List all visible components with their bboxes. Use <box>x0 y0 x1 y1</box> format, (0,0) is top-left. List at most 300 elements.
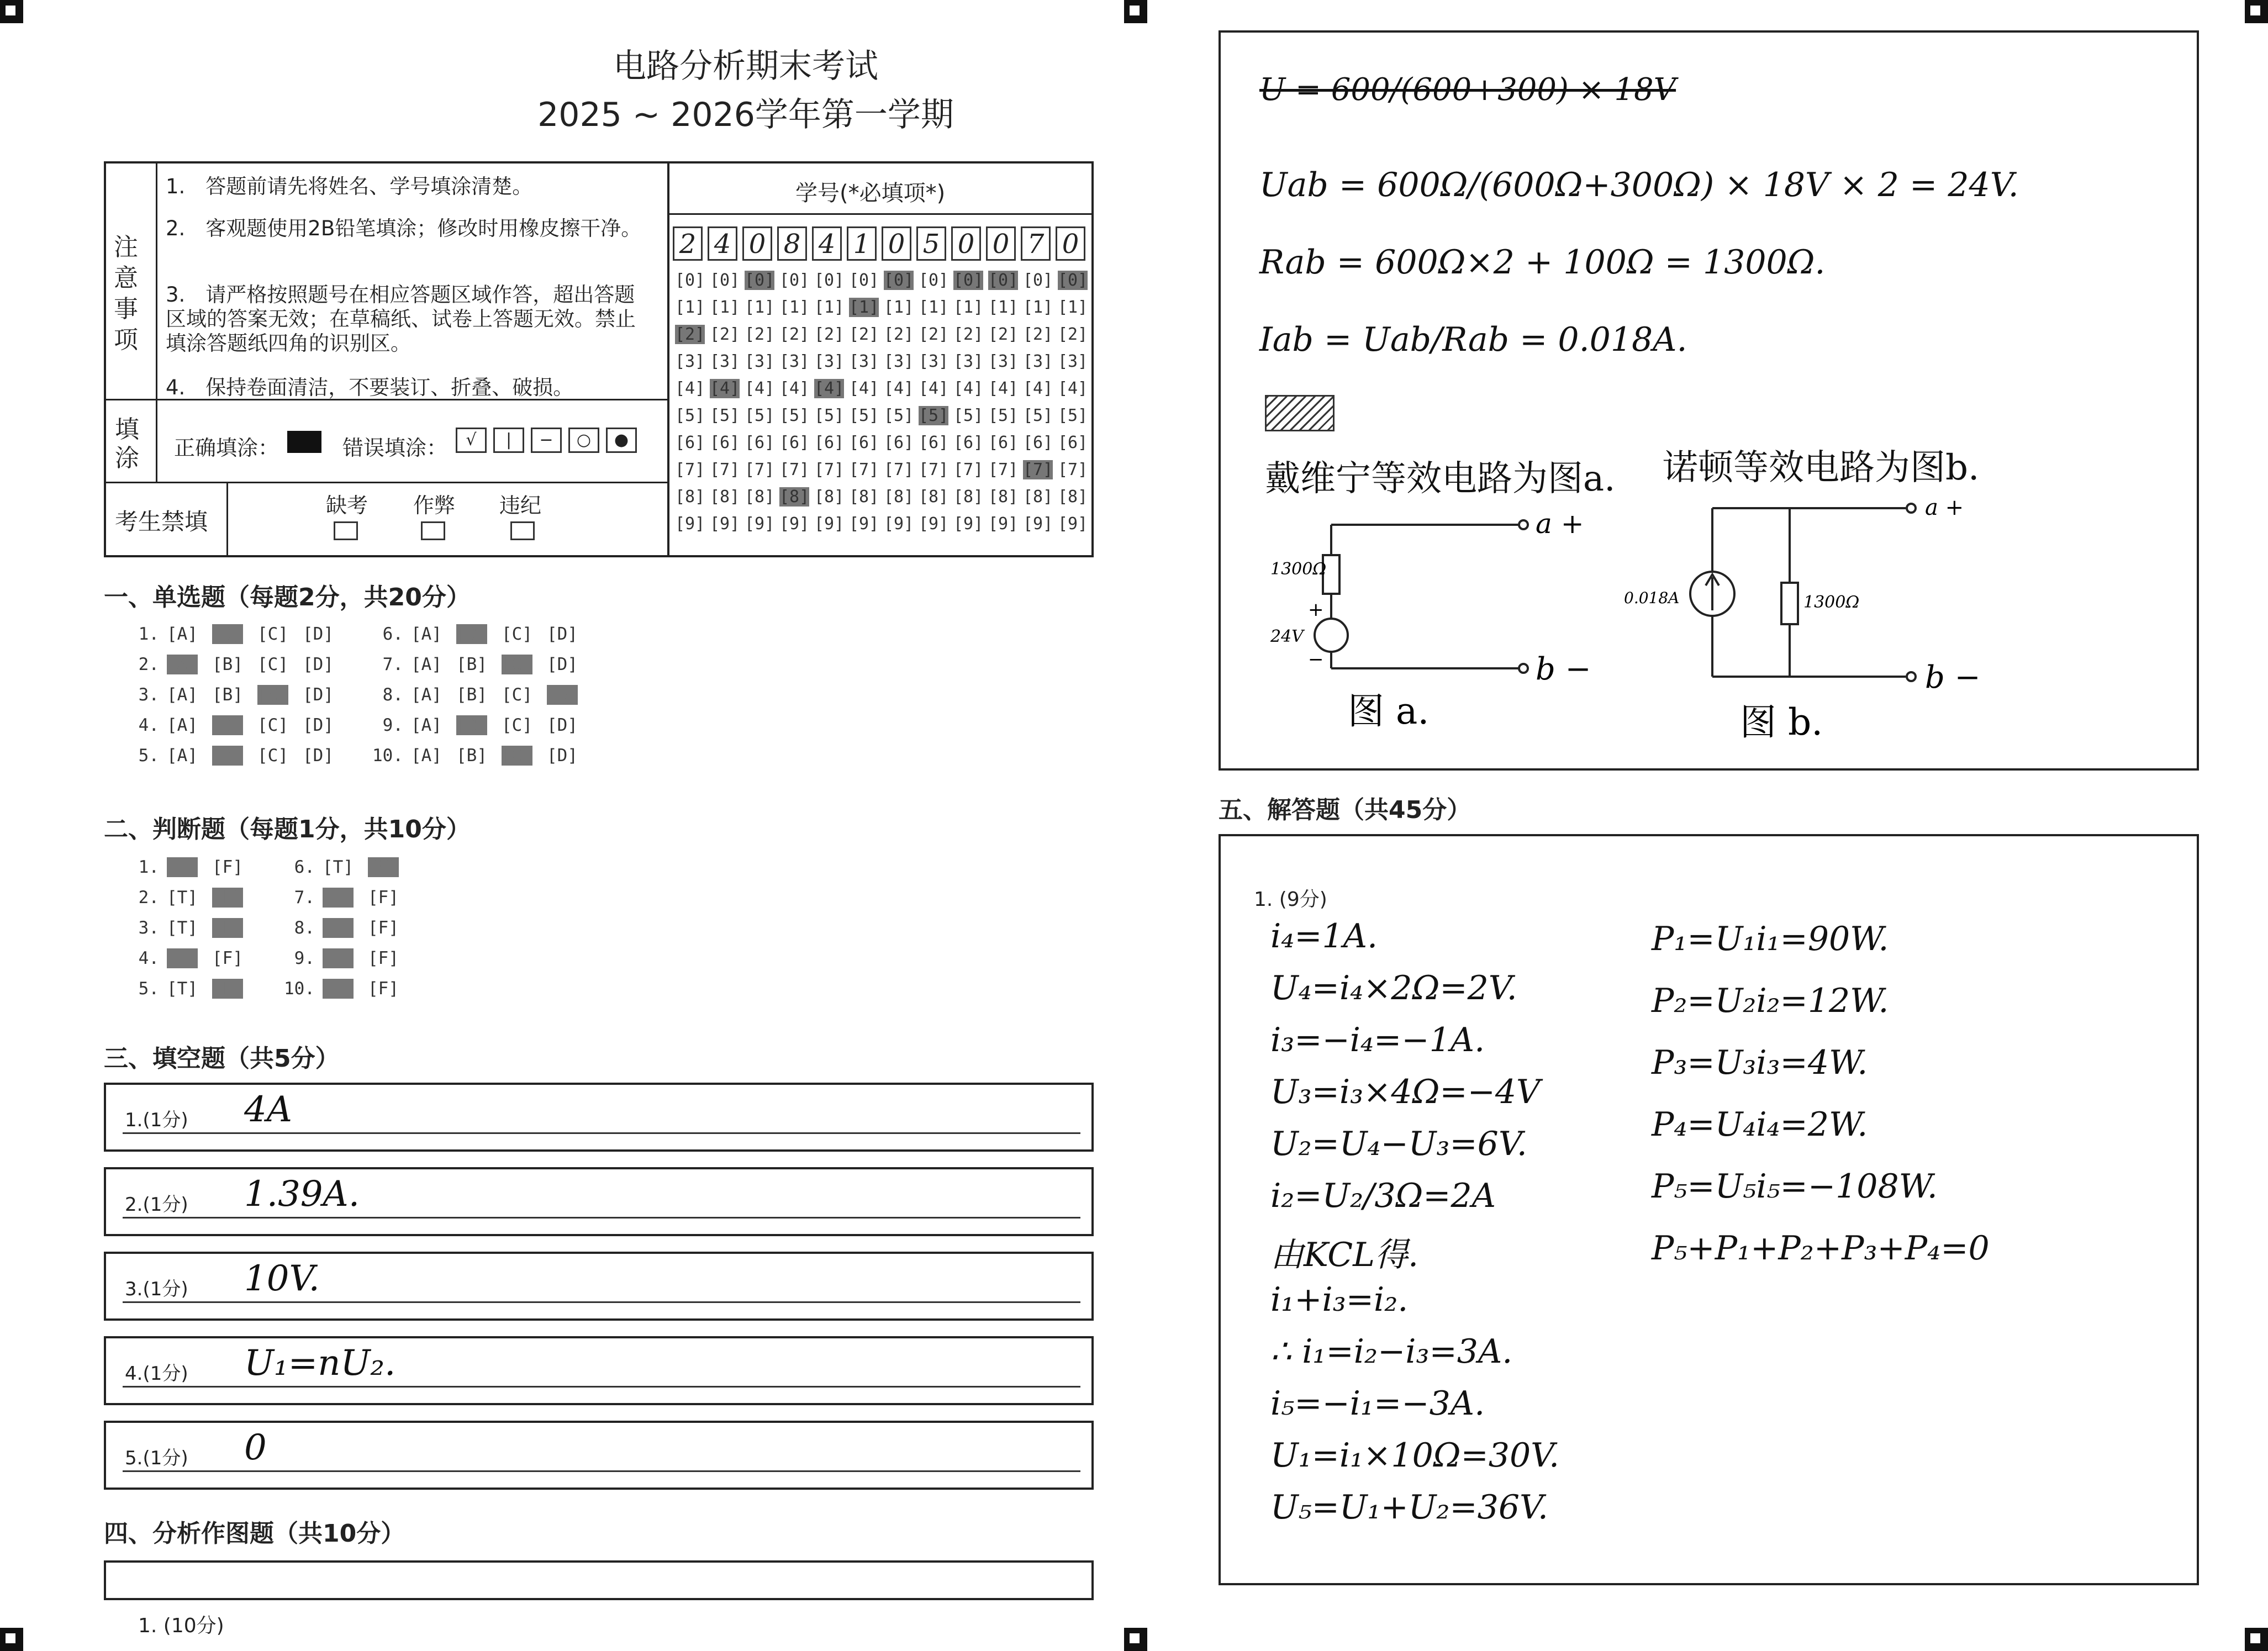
id-bubble[interactable]: [8] <box>1058 487 1088 507</box>
scribble <box>1265 395 1335 431</box>
work-line-4: Iab = Uab/Rab = 0.018A. <box>1259 320 1687 359</box>
terminal-b-a-label: a + <box>1925 495 1964 520</box>
notice-label: 注意事项 <box>114 233 138 354</box>
section3-title: 三、填空题（共5分） <box>104 1045 340 1073</box>
id-bubble[interactable]: [1] <box>675 298 705 317</box>
corner-marker-top-center <box>1124 0 1147 23</box>
id-bubble[interactable]: [3] <box>1058 352 1088 371</box>
judge-bubble[interactable]: [T] <box>167 979 198 999</box>
id-bubble[interactable]: [9] <box>814 514 845 534</box>
resistor-b-label: 1300Ω <box>1803 593 1860 612</box>
resistor-b <box>1781 583 1798 624</box>
judge-bubble[interactable]: [F] <box>368 918 399 938</box>
id-bubble[interactable]: [5] <box>919 406 949 425</box>
choice-bubble[interactable]: [D] <box>547 715 578 735</box>
choice-bubble[interactable]: [A] <box>411 624 442 644</box>
section4-title: 四、分析作图题（共10分） <box>104 1520 405 1548</box>
exam-title: 电路分析期末考试 <box>613 47 878 86</box>
power-line: P₅+P₁+P₂+P₃+P₄=0 <box>1652 1229 1990 1268</box>
id-bubble[interactable]: [5] <box>1058 406 1088 425</box>
id-bubble[interactable]: [6] <box>1058 433 1088 452</box>
id-bubble[interactable]: [8] <box>675 487 705 507</box>
id-bubble[interactable]: [9] <box>745 514 775 534</box>
choice-bubble[interactable]: [B] <box>212 746 243 766</box>
section1-title: 一、单选题（每题2分，共20分） <box>104 583 471 611</box>
id-bubble[interactable]: [9] <box>884 514 914 534</box>
student-id-digit: 0 <box>951 226 981 261</box>
choice-bubble[interactable]: [A] <box>411 655 442 674</box>
id-bubble[interactable]: [2] <box>675 325 705 344</box>
thevenin-label: 戴维宁等效电路为图a. <box>1265 458 1616 499</box>
terminal-b-b <box>1907 672 1916 681</box>
id-bubble[interactable]: [1] <box>710 298 740 317</box>
choice-bubble[interactable]: [C] <box>257 715 288 735</box>
id-bubble[interactable]: [0] <box>710 271 740 290</box>
fill-blank-answer: 4A <box>244 1089 292 1130</box>
fill-blank-answer: 10V. <box>244 1258 320 1299</box>
id-bubble[interactable]: [4] <box>919 379 949 398</box>
choice-bubble[interactable]: [B] <box>456 685 487 705</box>
id-bubble[interactable]: [1] <box>849 298 879 317</box>
id-bubble[interactable]: [7] <box>919 460 949 479</box>
question-number: 2. <box>138 888 159 908</box>
id-bubble[interactable]: [6] <box>745 433 775 452</box>
id-bubble[interactable]: [4] <box>779 379 810 398</box>
id-bubble[interactable]: [5] <box>745 406 775 425</box>
choice-bubble[interactable]: [C] <box>257 685 288 705</box>
notice-item-4: 4. 保持卷面清洁，不要装订、折叠、破损。 <box>166 376 574 399</box>
id-bubble[interactable]: [9] <box>1058 514 1088 534</box>
id-bubble[interactable]: [7] <box>849 460 879 479</box>
choice-bubble[interactable]: [A] <box>167 746 198 766</box>
terminal-b-a <box>1907 504 1916 513</box>
student-id-digit: 2 <box>673 226 703 261</box>
notice-item-1: 1. 答题前请先将姓名、学号填涂清楚。 <box>166 175 533 198</box>
question-number: 5. <box>138 746 159 766</box>
section2-title: 二、判断题（每题1分，共10分） <box>104 815 471 843</box>
id-bubble[interactable]: [2] <box>814 325 845 344</box>
id-bubble[interactable]: [6] <box>675 433 705 452</box>
id-bubble[interactable]: [6] <box>710 433 740 452</box>
id-bubble[interactable]: [8] <box>814 487 845 507</box>
judge-bubble[interactable]: [T] <box>323 857 354 877</box>
id-bubble[interactable]: [4] <box>675 379 705 398</box>
id-bubble[interactable]: [8] <box>849 487 879 507</box>
judge-bubble[interactable]: [T] <box>323 948 354 968</box>
solution-line: U₅=U₁+U₂=36V. <box>1270 1488 1548 1527</box>
absent-checkbox[interactable] <box>334 521 358 540</box>
id-bubble[interactable]: [4] <box>988 379 1019 398</box>
id-bubble[interactable]: [9] <box>675 514 705 534</box>
choice-bubble[interactable]: [A] <box>167 715 198 735</box>
judge-bubble[interactable]: [F] <box>368 888 399 908</box>
id-bubble[interactable]: [5] <box>884 406 914 425</box>
question-number: 5. <box>138 979 159 999</box>
id-bubble[interactable]: [7] <box>884 460 914 479</box>
norton-label: 诺顿等效电路为图b. <box>1663 447 1980 488</box>
id-bubble[interactable]: [0] <box>745 271 775 290</box>
id-bubble[interactable]: [2] <box>779 325 810 344</box>
power-line: P₂=U₂i₂=12W. <box>1652 982 1889 1020</box>
id-bubble[interactable]: [8] <box>919 487 949 507</box>
fill-blank-line <box>123 1301 1080 1303</box>
fill-blank-label: 4.(1分) <box>125 1363 188 1385</box>
question-number: 9. <box>294 948 315 968</box>
choice-bubble[interactable]: [A] <box>167 685 198 705</box>
question-number: 1. <box>138 624 159 644</box>
id-bubble[interactable]: [2] <box>1058 325 1088 344</box>
judge-bubble[interactable]: [F] <box>368 979 399 999</box>
id-bubble[interactable]: [4] <box>1023 379 1053 398</box>
id-bubble[interactable]: [1] <box>814 298 845 317</box>
id-bubble[interactable]: [0] <box>1058 271 1088 290</box>
question-number: 7. <box>382 655 403 674</box>
terminal-b-label: b − <box>1536 651 1591 687</box>
id-bubble[interactable]: [2] <box>1023 325 1053 344</box>
choice-bubble[interactable]: [D] <box>547 624 578 644</box>
id-bubble[interactable]: [0] <box>919 271 949 290</box>
choice-bubble[interactable]: [A] <box>167 655 198 674</box>
judge-bubble[interactable]: [F] <box>212 918 243 938</box>
source-a-minus: − <box>1308 648 1324 671</box>
fill-blank-box[interactable] <box>104 1083 1094 1152</box>
choice-bubble[interactable]: [D] <box>303 715 334 735</box>
id-bubble[interactable]: [3] <box>919 352 949 371</box>
id-bubble[interactable]: [7] <box>745 460 775 479</box>
id-bubble[interactable]: [4] <box>849 379 879 398</box>
id-bubble[interactable]: [2] <box>919 325 949 344</box>
fill-blank-label: 5.(1分) <box>125 1447 188 1469</box>
id-bubble[interactable]: [4] <box>710 379 740 398</box>
violation-checkbox[interactable] <box>510 521 535 540</box>
id-bubble[interactable]: [2] <box>849 325 879 344</box>
notice-divider-2 <box>104 482 668 483</box>
id-bubble[interactable]: [9] <box>779 514 810 534</box>
choice-bubble[interactable]: [B] <box>456 715 487 735</box>
student-id-digit: 5 <box>916 226 946 261</box>
fill-blank-answer: U₁=nU₂. <box>244 1343 396 1384</box>
id-bubble[interactable]: [3] <box>884 352 914 371</box>
id-bubble[interactable]: [5] <box>849 406 879 425</box>
id-bubble[interactable]: [6] <box>849 433 879 452</box>
id-bubble[interactable]: [6] <box>1023 433 1053 452</box>
fill-blank-line <box>123 1386 1080 1388</box>
judge-bubble[interactable]: [T] <box>323 918 354 938</box>
notice-item-2: 2. 客观题使用2B铅笔填涂；修改时用橡皮擦干净。 <box>166 217 642 240</box>
corner-marker-bottom-left <box>0 1628 23 1651</box>
circuit-a <box>1259 497 1618 751</box>
id-bubble[interactable]: [2] <box>953 325 984 344</box>
question-number: 4. <box>138 948 159 968</box>
work-line-2: Uab = 600Ω/(600Ω+300Ω) × 18V × 2 = 24V. <box>1259 166 2019 204</box>
student-id-digit: 7 <box>1021 226 1051 261</box>
solution-line: i₁+i₃=i₂. <box>1270 1280 1409 1319</box>
id-bubble[interactable]: [9] <box>849 514 879 534</box>
id-bubble[interactable]: [0] <box>884 271 914 290</box>
choice-bubble[interactable]: [D] <box>303 746 334 766</box>
choice-bubble[interactable]: [D] <box>547 746 578 766</box>
judge-bubble[interactable]: [T] <box>323 888 354 908</box>
terminal-a-label: a + <box>1536 508 1584 540</box>
figure-b-caption: 图 b. <box>1740 701 1823 743</box>
choice-bubble[interactable]: [A] <box>411 685 442 705</box>
choice-bubble[interactable]: [C] <box>502 624 532 644</box>
id-bubble[interactable]: [5] <box>953 406 984 425</box>
correct-fill-label: 正确填涂： <box>174 436 279 460</box>
id-bubble[interactable]: [5] <box>779 406 810 425</box>
judge-bubble[interactable]: [F] <box>212 857 243 877</box>
choice-bubble[interactable]: [D] <box>303 655 334 674</box>
id-bubble[interactable]: [2] <box>710 325 740 344</box>
wrong-fill-label: 错误填涂： <box>342 436 448 460</box>
id-bubble[interactable]: [2] <box>884 325 914 344</box>
question-number: 8. <box>382 685 403 705</box>
violation-label: 违纪 <box>499 493 542 518</box>
id-bubble[interactable]: [3] <box>675 352 705 371</box>
judge-bubble[interactable]: [F] <box>212 948 243 968</box>
notice-label-divider <box>156 161 157 399</box>
choice-bubble[interactable]: [B] <box>212 685 243 705</box>
question-number: 3. <box>138 918 159 938</box>
wrong-sample-2: | <box>493 428 524 453</box>
id-bubble[interactable]: [0] <box>1023 271 1053 290</box>
choice-bubble[interactable]: [C] <box>257 624 288 644</box>
id-bubble[interactable]: [3] <box>953 352 984 371</box>
choice-bubble[interactable]: [C] <box>257 655 288 674</box>
solution-line: i₅=−i₁=−3A. <box>1270 1384 1485 1423</box>
section5-q1-label: 1. (9分) <box>1254 888 1327 911</box>
id-bubble[interactable]: [9] <box>1023 514 1053 534</box>
fill-blank-label: 1.(1分) <box>125 1109 188 1131</box>
choice-bubble[interactable]: [C] <box>502 685 532 705</box>
choice-bubble[interactable]: [B] <box>212 655 243 674</box>
question-number: 7. <box>294 888 315 908</box>
voltage-source-a <box>1315 619 1348 652</box>
id-bubble[interactable]: [6] <box>953 433 984 452</box>
fill-blank-box[interactable] <box>104 1252 1094 1321</box>
judge-bubble[interactable]: [F] <box>368 948 399 968</box>
cheat-label: 作弊 <box>413 493 456 518</box>
id-bubble[interactable]: [1] <box>884 298 914 317</box>
student-id-digit: 8 <box>777 226 807 261</box>
fill-blank-answer: 1.39A. <box>244 1174 360 1215</box>
choice-bubble[interactable]: [D] <box>303 624 334 644</box>
id-bubble[interactable]: [7] <box>814 460 845 479</box>
judge-bubble[interactable]: [T] <box>167 948 198 968</box>
work-line-3: Rab = 600Ω×2 + 100Ω = 1300Ω. <box>1259 243 1826 282</box>
id-bubble[interactable]: [2] <box>988 325 1019 344</box>
id-bubble[interactable]: [5] <box>988 406 1019 425</box>
id-bubble[interactable]: [4] <box>953 379 984 398</box>
fill-blank-box[interactable] <box>104 1167 1094 1236</box>
id-bubble[interactable]: [4] <box>814 379 845 398</box>
power-line: P₄=U₄i₄=2W. <box>1652 1105 1868 1144</box>
choice-bubble[interactable]: [C] <box>502 655 532 674</box>
id-bubble[interactable]: [3] <box>849 352 879 371</box>
judge-bubble[interactable]: [F] <box>368 857 399 877</box>
corner-marker-top-left <box>0 0 23 23</box>
id-bubble[interactable]: [3] <box>988 352 1019 371</box>
circuit-b <box>1613 486 2044 751</box>
correct-fill-sample <box>287 431 321 453</box>
question-number: 8. <box>294 918 315 938</box>
exam-forbidden-label: 考生禁填 <box>115 508 208 535</box>
id-bubble[interactable]: [4] <box>884 379 914 398</box>
id-bubble[interactable]: [3] <box>779 352 810 371</box>
id-bubble[interactable]: [3] <box>710 352 740 371</box>
choice-bubble[interactable]: [A] <box>411 715 442 735</box>
corner-marker-top-right <box>2245 0 2268 23</box>
id-bubble[interactable]: [9] <box>953 514 984 534</box>
id-bubble[interactable]: [5] <box>710 406 740 425</box>
cheat-checkbox[interactable] <box>421 521 445 540</box>
solution-line: U₂=U₄−U₃=6V. <box>1270 1125 1527 1163</box>
student-id-digit: 1 <box>847 226 877 261</box>
terminal-b <box>1519 664 1528 673</box>
id-bubble[interactable]: [4] <box>745 379 775 398</box>
id-bubble[interactable]: [5] <box>675 406 705 425</box>
id-bubble[interactable]: [0] <box>779 271 810 290</box>
fill-blank-answer: 0 <box>244 1427 267 1468</box>
fill-label: 填涂 <box>115 415 139 472</box>
judge-bubble[interactable]: [F] <box>212 979 243 999</box>
solution-line: ∴ i₁=i₂−i₃=3A. <box>1270 1332 1513 1371</box>
question-number: 9. <box>382 715 403 735</box>
id-bubble[interactable]: [5] <box>814 406 845 425</box>
current-source-arrow <box>1706 574 1719 610</box>
id-bubble[interactable]: [0] <box>849 271 879 290</box>
id-bubble[interactable]: [8] <box>1023 487 1053 507</box>
question-number: 10. <box>284 979 315 999</box>
id-bubble[interactable]: [7] <box>779 460 810 479</box>
id-bubble[interactable]: [8] <box>988 487 1019 507</box>
id-bubble[interactable]: [3] <box>814 352 845 371</box>
choice-bubble[interactable]: [B] <box>212 715 243 735</box>
work-line-1: U = 600/(600+300) × 18V <box>1259 72 1676 108</box>
solution-line: U₁=i₁×10Ω=30V. <box>1270 1436 1560 1475</box>
choice-bubble[interactable]: [A] <box>411 746 442 766</box>
id-bubble[interactable]: [6] <box>988 433 1019 452</box>
id-bubble[interactable]: [0] <box>814 271 845 290</box>
id-bubble[interactable]: [8] <box>779 487 810 507</box>
id-bubble[interactable]: [8] <box>953 487 984 507</box>
solution-line: 由KCL得. <box>1270 1236 1419 1274</box>
choice-bubble[interactable]: [B] <box>212 624 243 644</box>
id-bubble[interactable]: [0] <box>953 271 984 290</box>
id-bubble[interactable]: [1] <box>953 298 984 317</box>
id-bubble[interactable]: [0] <box>988 271 1019 290</box>
id-bubble[interactable]: [0] <box>675 271 705 290</box>
solution-line: i₃=−i₄=−1A. <box>1270 1021 1485 1059</box>
id-bubble[interactable]: [7] <box>988 460 1019 479</box>
choice-bubble[interactable]: [B] <box>456 746 487 766</box>
corner-marker-bottom-center <box>1124 1628 1147 1651</box>
judge-bubble[interactable]: [T] <box>167 888 198 908</box>
id-bubble[interactable]: [8] <box>745 487 775 507</box>
exam-label-divider <box>226 482 228 557</box>
id-bubble[interactable]: [2] <box>745 325 775 344</box>
wrong-fill-samples <box>456 428 637 453</box>
choice-bubble[interactable]: [C] <box>502 746 532 766</box>
section5-title: 五、解答题（共45分） <box>1219 796 1471 824</box>
id-bubble[interactable]: [5] <box>1023 406 1053 425</box>
judge-bubble[interactable]: [T] <box>167 857 198 877</box>
id-bubble[interactable]: [8] <box>710 487 740 507</box>
solution-line: U₄=i₄×2Ω=2V. <box>1270 969 1517 1008</box>
resistor-a-label: 1300Ω <box>1270 560 1327 579</box>
source-a-plus: + <box>1308 599 1324 621</box>
id-bubble[interactable]: [1] <box>779 298 810 317</box>
id-bubble[interactable]: [1] <box>1023 298 1053 317</box>
id-bubble[interactable]: [7] <box>710 460 740 479</box>
wrong-sample-5: ● <box>606 428 637 453</box>
choice-bubble[interactable]: [A] <box>167 624 198 644</box>
solution-line: U₃=i₃×4Ω=−4V <box>1270 1073 1541 1111</box>
wrong-sample-3: − <box>531 428 562 453</box>
judge-bubble[interactable]: [T] <box>167 918 198 938</box>
id-bubble[interactable]: [1] <box>1058 298 1088 317</box>
id-bubble[interactable]: [7] <box>1023 460 1053 479</box>
choice-bubble[interactable]: [C] <box>257 746 288 766</box>
judge-bubble[interactable]: [F] <box>212 888 243 908</box>
id-bubble[interactable]: [1] <box>919 298 949 317</box>
id-bubble[interactable]: [3] <box>1023 352 1053 371</box>
question-number: 6. <box>382 624 403 644</box>
power-line: P₃=U₃i₃=4W. <box>1652 1043 1868 1082</box>
id-bubble[interactable]: [9] <box>710 514 740 534</box>
id-bubble[interactable]: [1] <box>745 298 775 317</box>
fill-blank-box[interactable] <box>104 1421 1094 1490</box>
choice-bubble[interactable]: [B] <box>456 624 487 644</box>
id-bubble[interactable]: [9] <box>919 514 949 534</box>
choice-bubble[interactable]: [D] <box>303 685 334 705</box>
info-divider-v <box>667 161 669 557</box>
fill-blank-box[interactable] <box>104 1336 1094 1405</box>
choice-bubble[interactable]: [B] <box>456 655 487 674</box>
choice-bubble[interactable]: [C] <box>502 715 532 735</box>
judge-bubble[interactable]: [T] <box>323 979 354 999</box>
id-bubble[interactable]: [6] <box>779 433 810 452</box>
fill-blank-label: 2.(1分) <box>125 1194 188 1216</box>
student-id-digit: 0 <box>882 226 911 261</box>
solution-line: i₄=1A. <box>1270 917 1378 956</box>
id-bubble[interactable]: [7] <box>1058 460 1088 479</box>
id-bubble[interactable]: [3] <box>745 352 775 371</box>
id-bubble[interactable]: [8] <box>884 487 914 507</box>
fill-blank-label: 3.(1分) <box>125 1278 188 1300</box>
wrong-sample-4: ○ <box>568 428 599 453</box>
solution-line: i₂=U₂/3Ω=2A <box>1270 1177 1496 1215</box>
id-bubble[interactable]: [4] <box>1058 379 1088 398</box>
terminal-b-b-label: b − <box>1925 660 1981 695</box>
choice-bubble[interactable]: [D] <box>547 655 578 674</box>
choice-bubble[interactable]: [D] <box>547 685 578 705</box>
id-bubble[interactable]: [6] <box>884 433 914 452</box>
power-line: P₅=U₅i₅=−108W. <box>1652 1167 1938 1206</box>
source-a-label: 24V <box>1270 627 1304 646</box>
question-number: 10. <box>372 746 403 766</box>
fill-blank-line <box>123 1132 1080 1134</box>
current-source-label: 0.018A <box>1624 589 1680 607</box>
wrong-sample-1: √ <box>456 428 487 453</box>
fill-blank-line <box>123 1470 1080 1472</box>
id-bubble[interactable]: [6] <box>919 433 949 452</box>
id-bubble[interactable]: [7] <box>675 460 705 479</box>
id-bubble[interactable]: [6] <box>814 433 845 452</box>
id-bubble[interactable]: [1] <box>988 298 1019 317</box>
id-bubble[interactable]: [9] <box>988 514 1019 534</box>
id-bubble[interactable]: [7] <box>953 460 984 479</box>
